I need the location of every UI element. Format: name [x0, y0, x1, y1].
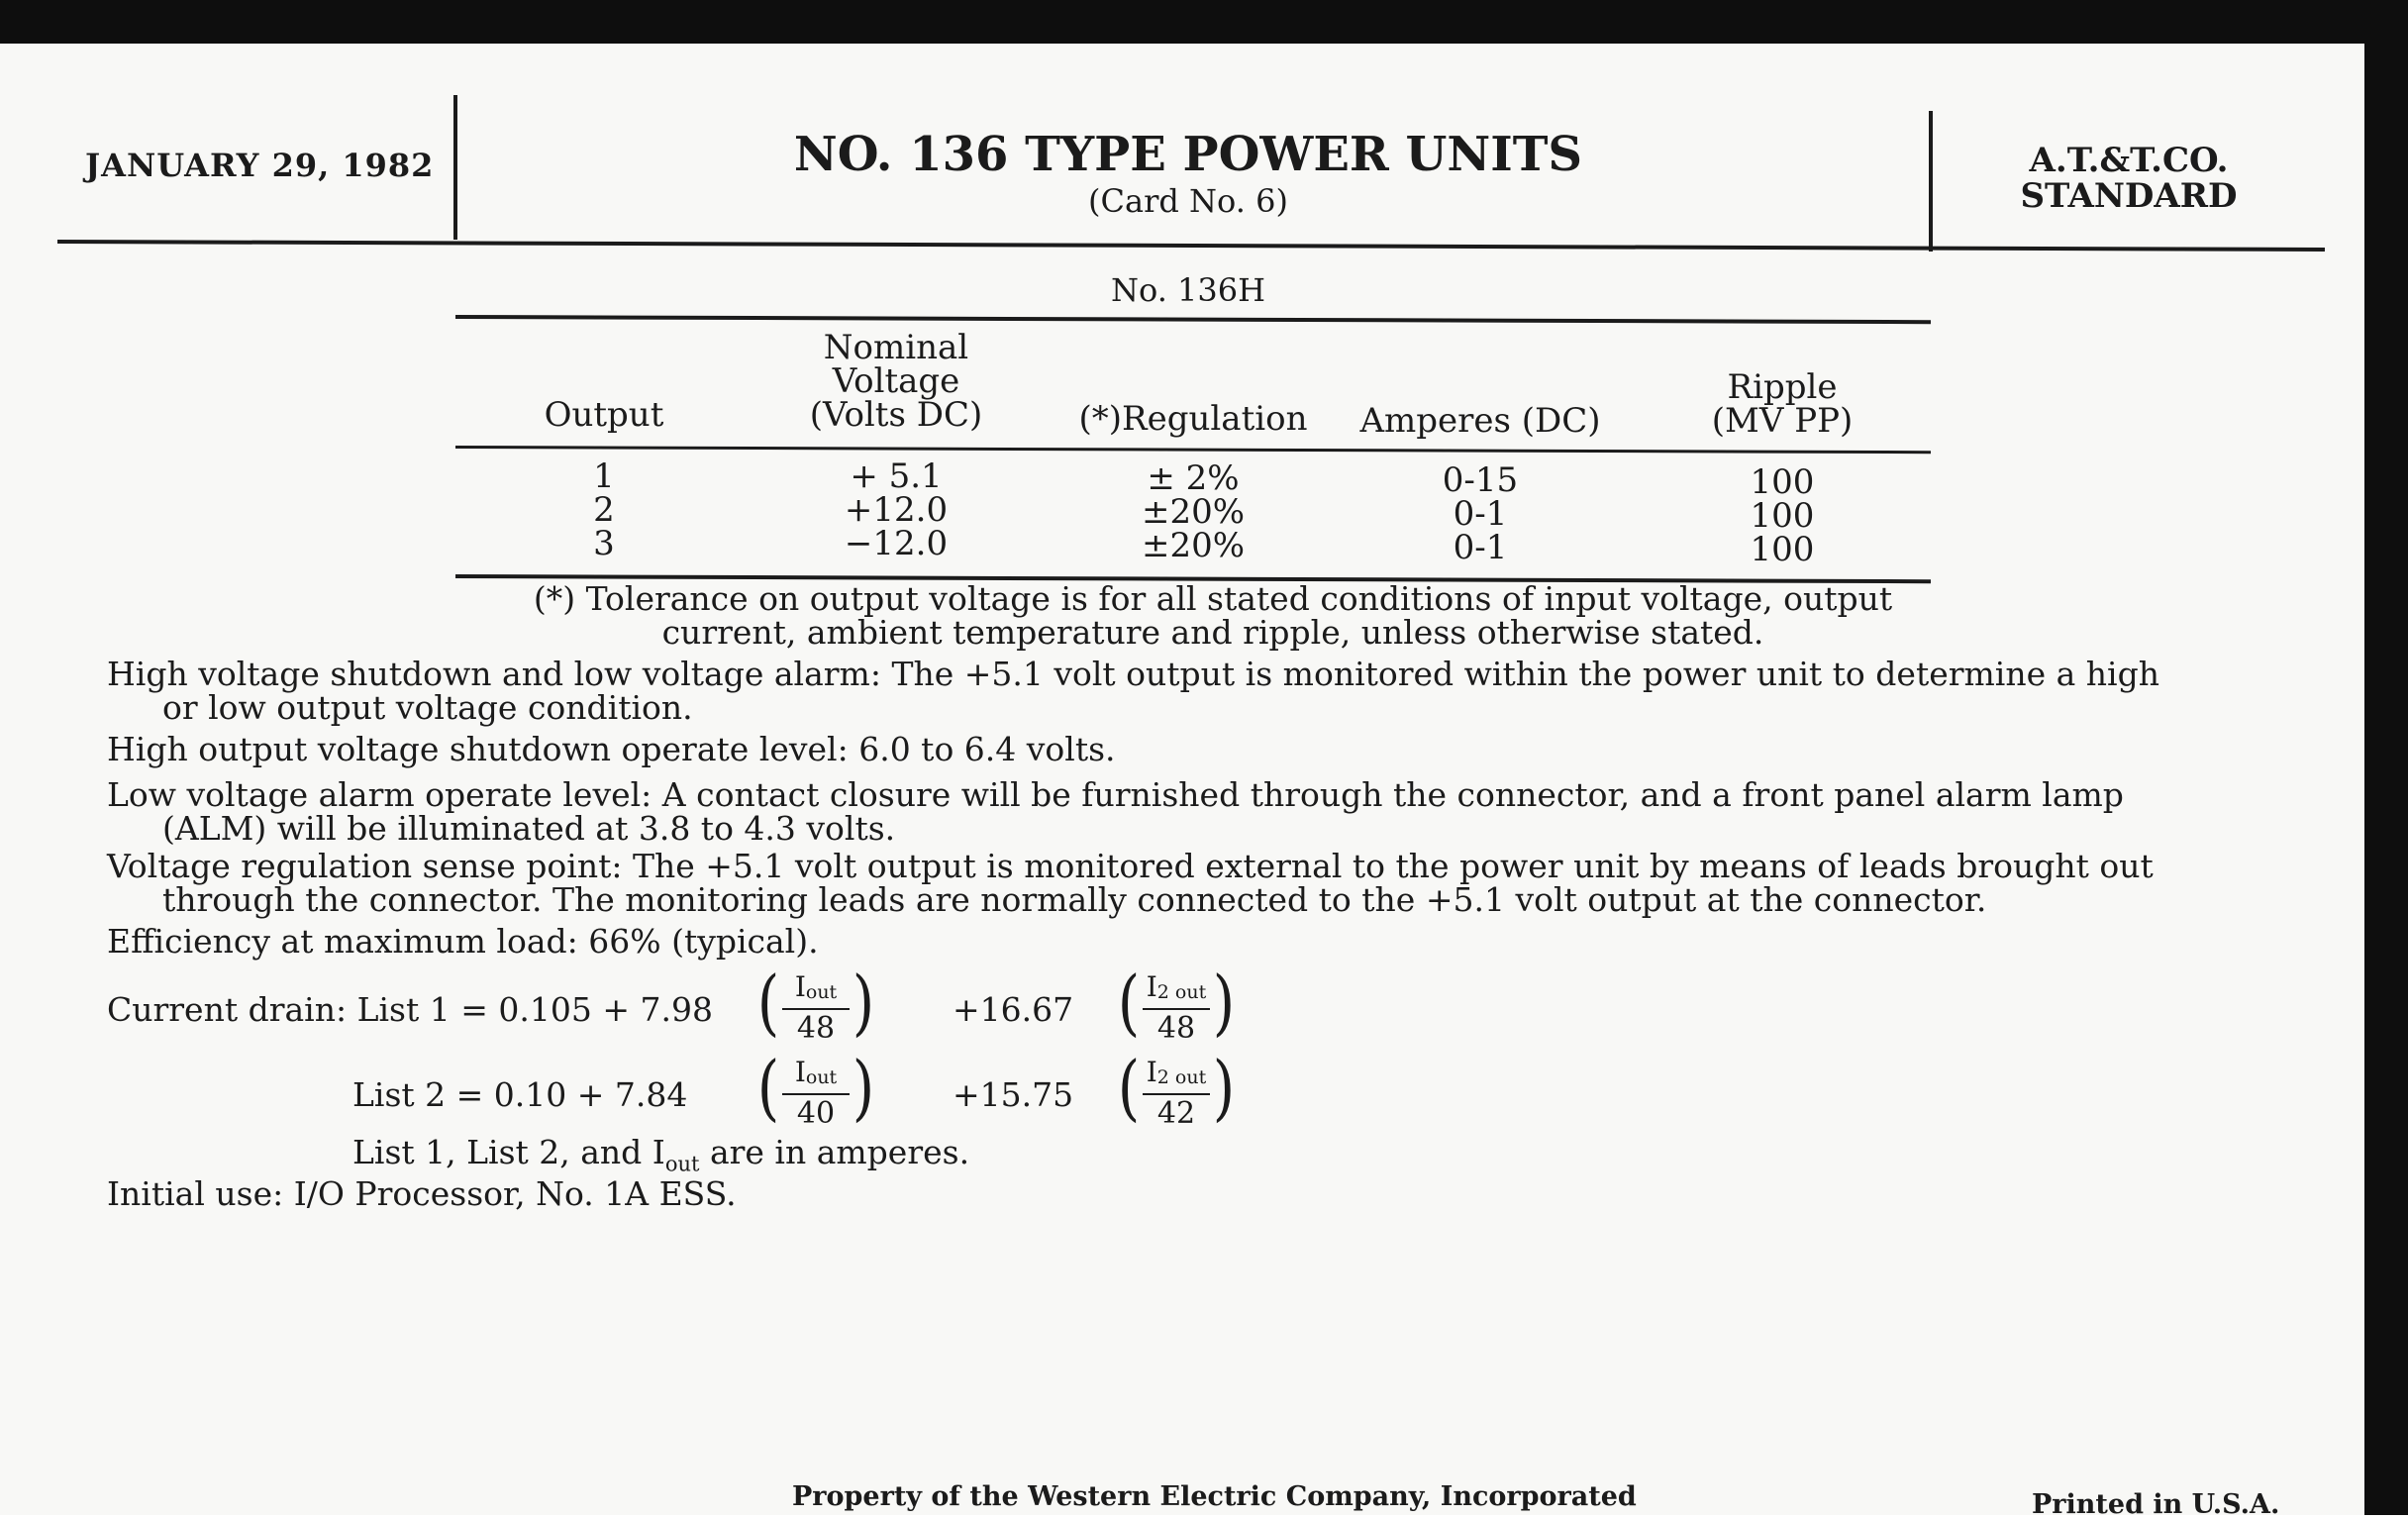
left-paren: ( [1117, 961, 1141, 1044]
standard-label [1941, 143, 2317, 214]
page-title: NO. 136 TYPE POWER UNITS [793, 127, 1583, 182]
table-cell: +12.0 [844, 490, 949, 530]
col-header-ripple [1663, 367, 1901, 441]
fraction-denominator: 40 [796, 1096, 836, 1131]
card-number: (Card No. 6) [1088, 182, 1288, 220]
regulation-column [1069, 458, 1317, 565]
col-header-voltage [772, 328, 1020, 435]
fraction-numerator: $I_{out}$ [794, 1056, 838, 1088]
header-divider-left [453, 95, 457, 240]
table-cell: 0-1 [1453, 494, 1508, 534]
output-column [505, 456, 703, 563]
table-title: No. 136H [1110, 271, 1266, 309]
list2-second-term: +15.75 [953, 1075, 1074, 1114]
current-drain-list1-label: Current drain: List 1 = 0.105 + 7.98 [107, 990, 713, 1029]
header-divider-right [1929, 111, 1933, 252]
footer-printed: Printed in U.S.A. [2032, 1489, 2280, 1520]
paragraph-line: through the connector. The monitoring leads are normally connected to the +5.1 volt output at the connector. [162, 880, 1987, 919]
right-paren: ) [852, 1046, 875, 1129]
paragraph-line: Voltage regulation sense point: The +5.1 volt output is monitored external to the power unit by means of leads brought out [107, 847, 2154, 885]
voltage-header-line-2: Voltage [832, 361, 960, 401]
shutdown-alarm-paragraph [107, 655, 2275, 727]
sense-point-paragraph [107, 847, 2275, 919]
table-cell: 1 [593, 456, 615, 496]
fraction-bar [1143, 1008, 1210, 1010]
table-footnote [495, 579, 1931, 652]
footnote-line-1: (*) Tolerance on output voltage is for all stated conditions of input voltage, output [533, 579, 1893, 618]
fraction-bar [1143, 1093, 1210, 1095]
paragraph-line: Low voltage alarm operate level: A contact closure will be furnished through the connector, and a front panel alarm lamp [107, 775, 2124, 814]
standard-line-2: STANDARD [2020, 176, 2238, 216]
table-cell: 100 [1750, 530, 1815, 569]
standard-line-1: A.T.&T.CO. [2029, 141, 2229, 180]
current-drain-list2-label: List 2 = 0.10 + 7.84 [352, 1075, 688, 1114]
footer-property: Property of the Western Electric Company, Incorporated [792, 1481, 1637, 1512]
initial-use: Initial use: I/O Processor, No. 1A ESS. [107, 1174, 737, 1213]
paragraph-line: or low output voltage condition. [162, 688, 693, 727]
fraction [1117, 1046, 1236, 1135]
alarm-level-paragraph [107, 775, 2275, 848]
table-cell: 3 [593, 524, 615, 563]
list1-second-term: +16.67 [953, 990, 1074, 1029]
fraction-denominator: 48 [1156, 1011, 1196, 1046]
left-paren: ( [1117, 1046, 1141, 1129]
table-cell: 0-1 [1453, 528, 1508, 567]
table-cell: ±20% [1141, 492, 1246, 532]
scan-right-border [2364, 0, 2408, 1515]
table-cell: 2 [593, 490, 615, 530]
fraction [756, 1046, 875, 1135]
left-paren: ( [756, 1046, 780, 1129]
card-date: JANUARY 29, 1982 [85, 147, 435, 184]
table-cell: ±20% [1141, 526, 1246, 565]
ripple-header-line-2: (MV PP) [1711, 401, 1854, 441]
voltage-header-line-3: (Volts DC) [809, 395, 983, 435]
table-cell: 0-15 [1442, 460, 1519, 500]
right-paren: ) [1212, 1046, 1236, 1129]
fraction-numerator: $I_{2 out}$ [1146, 970, 1207, 1003]
col-header-output: Output [544, 395, 664, 435]
shutdown-level-paragraph: High output voltage shutdown operate level: 6.0 to 6.4 volts. [107, 730, 1116, 768]
fraction-bar [782, 1008, 850, 1010]
table-cell: + 5.1 [850, 456, 943, 496]
col-header-regulation: (*)Regulation [1078, 399, 1308, 439]
paragraph-line: (ALM) will be illuminated at 3.8 to 4.3 volts. [162, 809, 896, 848]
right-paren: ) [852, 961, 875, 1044]
efficiency-paragraph: Efficiency at maximum load: 66% (typical). [107, 922, 819, 961]
fraction-denominator: 42 [1156, 1096, 1196, 1131]
right-paren: ) [1212, 961, 1236, 1044]
fraction-numerator: $I_{out}$ [794, 970, 838, 1003]
fraction-bar [782, 1093, 850, 1095]
fraction [756, 961, 875, 1050]
voltage-header-line-1: Nominal [823, 328, 969, 367]
voltage-column [772, 456, 1020, 563]
footnote-line-2: current, ambient temperature and ripple, unless otherwise stated. [661, 613, 1764, 652]
amperes-column [1356, 460, 1604, 567]
table-cell: ± 2% [1147, 458, 1240, 498]
fraction-denominator: 48 [796, 1011, 836, 1046]
left-paren: ( [756, 961, 780, 1044]
fraction [1117, 961, 1236, 1050]
units-note: List 1, List 2, and $I_{out}$ are in amperes. [352, 1133, 970, 1176]
table-cell: 100 [1750, 462, 1815, 502]
ripple-header-line-1: Ripple [1727, 367, 1838, 407]
table-cell: −12.0 [844, 524, 949, 563]
table-cell: 100 [1750, 496, 1815, 536]
fraction-numerator: $I_{2 out}$ [1146, 1056, 1207, 1088]
col-header-amperes: Amperes (DC) [1359, 401, 1601, 441]
paragraph-line: High voltage shutdown and low voltage alarm: The +5.1 volt output is monitored within the power unit to determine a high [107, 655, 2159, 693]
scan-top-border [0, 0, 2408, 44]
ripple-column [1663, 462, 1901, 569]
